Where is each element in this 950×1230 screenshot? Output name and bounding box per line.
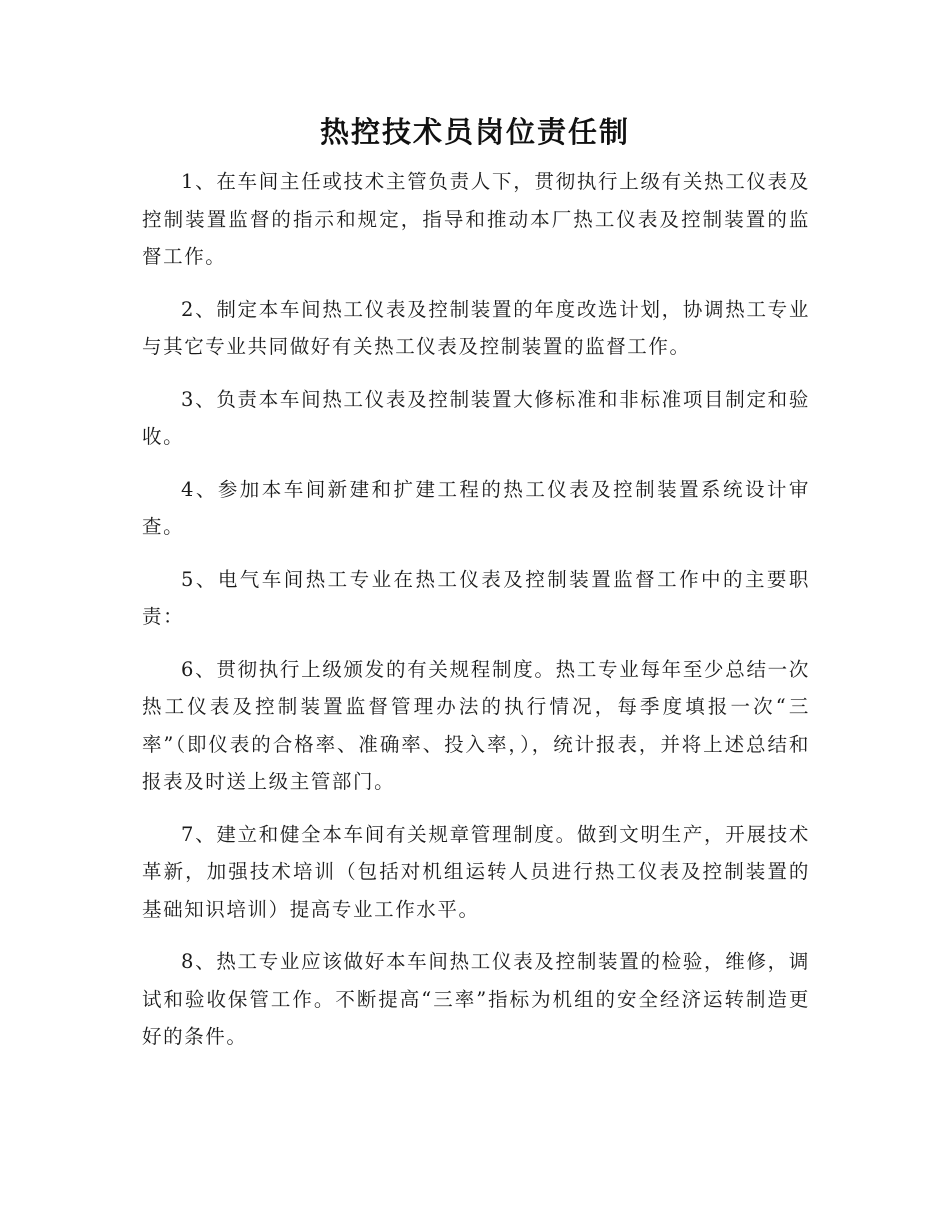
paragraph-2: 2、制定本车间热工仪表及控制装置的年度改选计划，协调热工专业与其它专业共同做好有关热工仪表及控制装置的监督工作。	[142, 297, 810, 358]
paragraph-1: 1、在车间主任或技术主管负责人下，贯彻执行上级有关热工仪表及控制装置监督的指示和规定，指导和推动本厂热工仪表及控制装置的监督工作。	[142, 170, 810, 268]
paragraph-8: 8、热工专业应该做好本车间热工仪表及控制装置的检验，维修，调试和验收保管工作。不断提高“三率”指标为机组的安全经济运转制造更好的条件。	[142, 950, 810, 1048]
paragraph-6: 6、贯彻执行上级颁发的有关规程制度。热工专业每年至少总结一次热工仪表及控制装置监督管理办法的执行情况，每季度填报一次“三率”（即仪表的合格率、准确率、投入率，），统计报表，并将上述总结和报表及时送上级主管部门。	[142, 657, 810, 793]
document-body	[142, 163, 810, 1071]
paragraph-7: 7、建立和健全本车间有关规章管理制度。做到文明生产，开展技术革新，加强技术培训（包括对机组运转人员进行热工仪表及控制装置的基础知识培训）提高专业工作水平。	[142, 822, 810, 921]
paragraph-5: 5、电气车间热工专业在热工仪表及控制装置监督工作中的主要职责：	[142, 567, 810, 628]
paragraph-4: 4、参加本车间新建和扩建工程的热工仪表及控制装置系统设计审查。	[142, 477, 810, 538]
document-title: 热控技术员岗位责任制	[319, 115, 630, 149]
paragraph-3: 3、负责本车间热工仪表及控制装置大修标准和非标准项目制定和验收。	[142, 387, 810, 448]
